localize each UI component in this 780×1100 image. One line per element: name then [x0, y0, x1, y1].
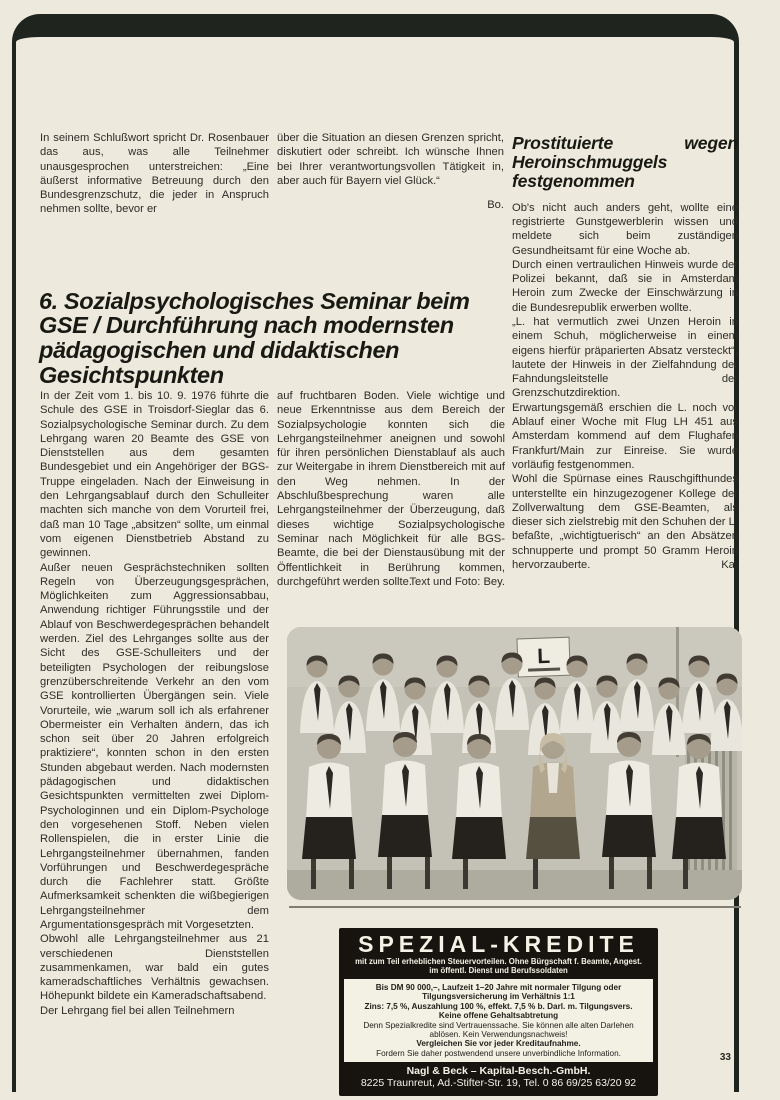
top-article-col2 [277, 131, 504, 212]
ad-title: SPEZIAL-KREDITE [358, 931, 639, 957]
ad-line: Denn Spezialkredite sind Vertrauenssache. Sie können alle alten Darlehen ablösen. Kein Verwendungsnachweis! [363, 1020, 634, 1040]
seminar-paragraph: Außer neuen Gesprächstechniken sollten Regeln von Überzeugungsgesprächen, Möglichkeiten zum Aggressionsabbau, Anwendung richtiger Führungsstile und der Ablauf von Beschwerdegesprächen behandelt werden. Ziel des Lehrganges sollte aus der Sicht des GSE-Schulleiters und der beteiligten Psychologen der reibungslose grenzüberschreitende Verkehr an den vom GSE kontrollierten Übergängen sein. Viele Vorurteile, wie „warum soll ich als erfahrener Obermeister ein Verhalten ändern, das ich schon seit über 20 Jahren erfolgreich praktiziere“, konnten schon in den ersten Stunden abgebaut werden. Nach modernsten pädagogischen und didaktischen Gesichtspunkten vermittelten zwei Diplom-Psychologinnen und ein Diplom-Psychologe den vorgesehenen Stoff. Neben vielen Rollenspielen, die in erster Linie die Lehrgangsteilnehmer übernahmen, fanden Vorführungen und Beschwerdegespräche durch die Fachlehrer statt. Größte Aufmerksamkeit schenkten die wißbegierigen Lehrgangsteilnehmer dem Argumentationsgespräch mit Vorgesetzten. [40, 561, 269, 931]
ad-line: Fordern Sie daher postwendend unsere unverbindliche Information. [376, 1048, 621, 1058]
ad-line: Zins: 7,5 %, Auszahlung 100 %, effekt. 7,5 % b. Darl. m. Tilgungsvers. [364, 1001, 633, 1011]
advertisement [339, 928, 658, 1096]
l-sign-letter: L [536, 644, 551, 669]
seminar-paragraph: Obwohl alle Lehrgangsteilnehmer aus 21 verschiedenen Dienststellen zusammenkamen, war bald ein gutes kameradschaftliches Verhältnis gewachsen. Höhepunkt bildete ein Kameradschaftsabend. [40, 933, 269, 1003]
seminar-paragraph: Der Lehrgang fiel bei allen Teilnehmern [40, 1004, 235, 1017]
ad-footer [344, 1062, 653, 1091]
heroin-article [512, 134, 738, 572]
top-article-paragraph: über die Situation an diesen Grenzen spricht, diskutiert oder schreibt. Ich wünsche Ihnen bei Ihrer verantwortungsvollen Tätigkeit in, aber auch für Bayern viel Glück.“ [277, 132, 504, 187]
heroin-article-byline: Ka. [721, 559, 738, 572]
page-number: 33 [719, 1052, 731, 1063]
heroin-article-paragraph: „L. hat vermutlich zwei Unzen Heroin in einem Schuh, möglicherweise in einem eigens hierfür präparierten Absatz versteckt“, lautete der Hinweis in der Zielfahndung der Fahndungsleitstelle der Grenzschutzdirektion. [512, 315, 738, 400]
seminar-col1 [40, 389, 269, 1018]
heroin-article-paragraph: Ob's nicht auch anders geht, wollte eine registrierte Gunstgewerblerin wissen und meldete sich beim zuständigen Gesundheitsamt für eine Woche ab. [512, 201, 738, 257]
heroin-article-paragraph: Wohl die Spürnase eines Rauschgifthundes unterstellte ein hinzugezogener Kollege der Zollverwaltung dem GSE-Beamten, als dieser sich zielstrebig mit den Schuhen der L. befaßte, „wichtigtuerisch“ an den Absätzen schnupperte und prompt 50 Gramm Heroin hervorzauberte. [512, 473, 738, 572]
ad-company: Nagl & Beck – Kapital-Besch.-GmbH. [406, 1065, 591, 1078]
heroin-article-headline: Prostituierte wegen Heroinschmuggels festgenommen [512, 133, 738, 192]
ad-line: Bis DM 90 000,–, Laufzeit 1–20 Jahre mit normaler Tilgung oder Tilgungsversicherung im Verhältnis 1:1 [375, 983, 622, 1002]
ad-body [344, 979, 653, 1062]
seminar-headline: 6. Sozialpsychologisches Seminar beim GSE / Durchführung nach modernsten pädagogischen und didaktischen Gesichtspunkten [39, 287, 470, 388]
group-photo-illustration [287, 627, 742, 900]
ad-line: Keine offene Gehaltsabtretung [438, 1011, 559, 1021]
ad-subtitle: mit zum Teil erheblichen Steuervorteilen. Ohne Bürgschaft f. Beamte, Angest. im öffentl. Dienst und Berufssoldaten [355, 957, 642, 975]
seminar-paragraph: auf fruchtbaren Boden. Viele wichtige und neue Erkenntnisse aus dem Bereich der Sozialpsychologie konnten sich die Lehrgangsteilnehmer aneignen und sowohl für ihren persönlichen Dienstablauf als auch zur Weitergabe in ihrem Dienstbereich mit auf den Weg nehmen. In der Abschlußbesprechung waren alle Lehrgangsteilnehmer der Überzeugung, daß dieses wichtige Sozialpsychologische Seminar nach Möglichkeit für alle BGS-Beamte, die bei der Dienstausübung mit der Öffentlichkeit in Berührung kommen, durchgeführt werden sollte. [277, 390, 505, 588]
photo-floor [287, 870, 742, 900]
heroin-article-paragraph: Durch einen vertraulichen Hinweis wurde der Polizei bekannt, daß sie in Amsterdam Heroin zum Zwecke der Einschwärzung in die Bundesrepublik erwerben wollte. [512, 258, 738, 314]
photo-bottom-rule [289, 906, 741, 908]
heroin-article-paragraph: Erwartungsgemäß erschien die L. noch vor Ablauf einer Woche mit Flug LH 451 aus Amsterdam kommend auf dem Flughafen Frankfurt/Main zur Einreise. Sie wurde vorläufig festgenommen. [512, 401, 738, 471]
ad-address: 8225 Traunreut, Ad.-Stifter-Str. 19, Tel. 0 86 69/25 63/20 92 [360, 1076, 637, 1089]
top-article-paragraph: In seinem Schlußwort spricht Dr. Rosenbauer das aus, was alle Teilnehmer unausgesprochen unterstreichen: „Eine äußerst informative Betreuung durch den Bundesgrenzschutz, die jeder in Anspruch nehmen sollte, bevor er [40, 132, 269, 216]
seminar-col2 [277, 389, 505, 589]
ad-line: Vergleichen Sie vor jeder Kreditaufnahme. [416, 1039, 581, 1049]
group-photo [287, 627, 742, 900]
l-sign [517, 637, 570, 677]
seminar-byline: Text und Foto: Bey. [409, 575, 505, 588]
seminar-paragraph: In der Zeit vom 1. bis 10. 9. 1976 führte die Schule des GSE in Troisdorf-Sieglar das 6. Sozialpsychologische Seminar durch. Zu dem Lehrgang waren 20 Beamte des GSE von Dienststellen aus dem gesamten Bundesgebiet und ein Angehöriger der BGS-Truppe eingeladen. Nach der Einweisung in den Lehrgangsablauf durch den Schulleiter machten sich manche von dem Vorurteil frei, daß man 10 Tage „absitzen“ sollte, um einmal vom eigenen Dienstbetrieb Abstand zu gewinnen. [40, 390, 269, 560]
top-article-col1 [40, 131, 269, 217]
top-article-byline: Bo. [487, 199, 504, 212]
